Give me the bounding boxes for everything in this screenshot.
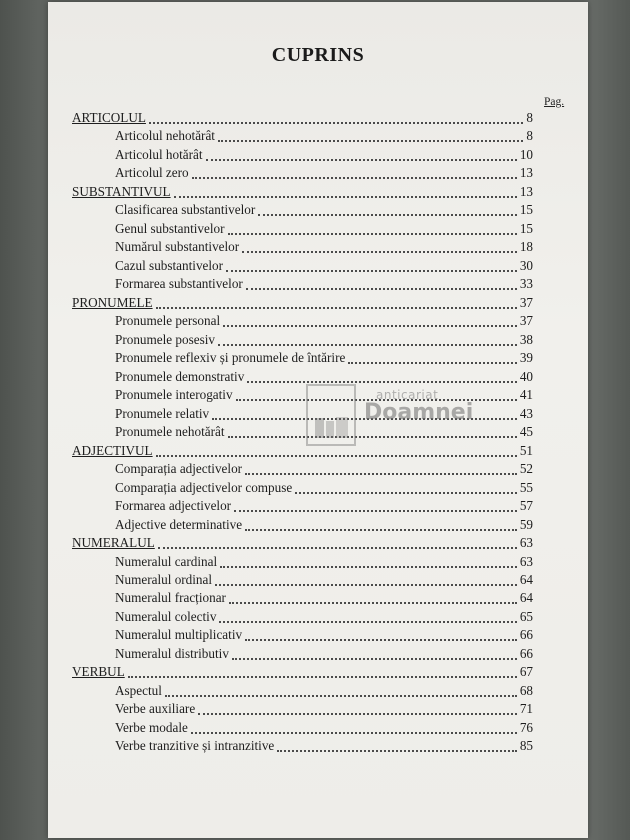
toc-leader-dots xyxy=(223,325,517,327)
toc-leader-dots xyxy=(246,288,517,290)
toc-page-number: 68 xyxy=(519,682,533,698)
toc-page-number: 45 xyxy=(519,424,533,440)
toc-entry-title: Formarea substantivelor xyxy=(115,276,243,292)
toc-leader-dots xyxy=(258,214,517,216)
toc-leader-dots xyxy=(215,584,517,586)
toc-subentry xyxy=(115,701,533,719)
toc-entry-title: Formarea adjectivelor xyxy=(115,498,232,514)
toc-section-entry xyxy=(72,443,533,461)
toc-subentry xyxy=(115,165,533,183)
toc-page-number: 64 xyxy=(519,590,533,606)
toc-page-number: 30 xyxy=(519,257,533,273)
toc-entry-title: ARTICOLUL xyxy=(72,110,146,125)
watermark-frame xyxy=(306,384,356,446)
toc-entry-title: Comparația adjectivelor xyxy=(115,461,243,477)
toc-section-entry xyxy=(72,664,533,682)
toc-leader-dots xyxy=(234,510,517,512)
toc-page-number: 51 xyxy=(519,442,533,458)
toc-page-number: 38 xyxy=(519,331,533,347)
toc-leader-dots xyxy=(232,658,517,660)
toc-leader-dots xyxy=(156,455,517,457)
toc-page-number: 13 xyxy=(519,183,533,199)
toc-page-number: 85 xyxy=(519,738,533,754)
toc-page-number: 15 xyxy=(519,220,533,236)
toc-page-number: 57 xyxy=(519,498,533,514)
toc-leader-dots xyxy=(228,233,517,235)
toc-entry-title: Verbe tranzitive și intranzitive xyxy=(115,738,275,754)
toc-leader-dots xyxy=(192,177,517,179)
toc-subentry xyxy=(115,720,533,738)
toc-page-number: 66 xyxy=(519,645,533,661)
toc-page-number: 40 xyxy=(519,368,533,384)
toc-page-number: 55 xyxy=(519,479,533,495)
toc-subentry xyxy=(115,313,533,331)
toc-section-entry xyxy=(72,535,533,553)
toc-entry-title: ADJECTIVUL xyxy=(72,442,153,458)
watermark-small-text: anticariat xyxy=(376,388,439,402)
toc-entry-title: Pronumele demonstrativ xyxy=(115,368,245,384)
toc-entry-title: PRONUMELE xyxy=(72,294,153,310)
toc-entry-title: Pronumele nehotărât xyxy=(115,424,225,440)
toc-page-number: 65 xyxy=(519,608,533,624)
toc-entry-title: Verbe auxiliare xyxy=(115,701,196,717)
toc-leader-dots xyxy=(220,566,517,568)
toc-page-number: 18 xyxy=(519,239,533,255)
toc-entry-title: VERBUL xyxy=(72,664,125,680)
toc-entry-title: Pronumele reflexiv și pronumele de întărire xyxy=(115,350,346,366)
toc-subentry xyxy=(115,590,533,608)
toc-leader-dots xyxy=(206,159,517,161)
toc-leader-dots xyxy=(226,270,517,272)
toc-page-number: 76 xyxy=(519,719,533,735)
toc-subentry xyxy=(115,480,533,498)
toc-leader-dots xyxy=(219,621,516,623)
toc-entry-title: Verbe modale xyxy=(115,719,188,735)
toc-entry-title: Articolul zero xyxy=(115,165,189,181)
toc-entry-title: Numeralul multiplicativ xyxy=(115,627,243,643)
toc-leader-dots xyxy=(191,732,517,734)
toc-subentry xyxy=(115,609,533,627)
toc-page-number: 64 xyxy=(519,572,533,587)
toc-entry-title: Articolul nehotărât xyxy=(115,128,215,144)
toc-entry-title: Numeralul cardinal xyxy=(115,553,218,569)
toc-leader-dots xyxy=(156,307,517,309)
watermark-big-text: Doamnei xyxy=(364,400,474,425)
toc-page-number: 37 xyxy=(519,294,533,310)
toc-leader-dots xyxy=(158,547,517,549)
toc-subentry xyxy=(115,239,533,257)
toc-page-number: 39 xyxy=(519,350,533,366)
toc-section-entry xyxy=(72,110,533,128)
toc-subentry xyxy=(115,350,533,368)
toc-entry-title: Clasificarea substantivelor xyxy=(115,202,256,218)
toc-leader-dots xyxy=(165,695,517,697)
toc-leader-dots xyxy=(277,750,517,752)
toc-section-entry xyxy=(72,295,533,313)
toc-leader-dots xyxy=(295,492,517,494)
toc-entry-title: Adjective determinative xyxy=(115,516,243,532)
toc-page-number: 63 xyxy=(519,553,533,569)
toc-page-number: 66 xyxy=(519,627,533,643)
toc-entry-title: Pronumele interogativ xyxy=(115,387,233,403)
toc-page-number: 63 xyxy=(519,535,533,551)
page-title: CUPRINS xyxy=(271,44,365,66)
toc-page-number: 15 xyxy=(519,202,533,218)
toc-leader-dots xyxy=(218,140,523,142)
toc-subentry xyxy=(115,498,533,516)
toc-subentry xyxy=(115,683,533,701)
toc-subentry xyxy=(115,276,533,294)
toc-leader-dots xyxy=(247,381,517,383)
toc-page-number: 37 xyxy=(519,313,533,329)
toc-subentry xyxy=(115,517,533,535)
toc-leader-dots xyxy=(229,602,517,604)
toc-leader-dots xyxy=(149,122,523,124)
toc-section-entry xyxy=(72,184,533,202)
toc-leader-dots xyxy=(245,529,517,531)
toc-entry-title: Pronumele relativ xyxy=(115,405,210,421)
toc-subentry xyxy=(115,554,533,572)
toc-leader-dots xyxy=(174,196,517,198)
toc-leader-dots xyxy=(198,713,517,715)
toc-entry-title: Pronumele personal xyxy=(115,313,221,329)
toc-leader-dots xyxy=(348,362,516,364)
toc-page-number: 71 xyxy=(519,701,533,717)
toc-subentry xyxy=(115,147,533,165)
book-page xyxy=(48,2,588,838)
toc-subentry xyxy=(115,128,533,146)
toc-entry-title: NUMERALUL xyxy=(72,535,155,551)
toc-page-number: 33 xyxy=(519,276,533,292)
books-icon xyxy=(314,416,350,440)
toc-leader-dots xyxy=(128,676,517,678)
toc-subentry xyxy=(115,646,533,664)
toc-page-number: 67 xyxy=(519,664,533,680)
toc-page-number: 52 xyxy=(519,461,533,477)
toc-subentry xyxy=(115,738,533,756)
toc-subentry xyxy=(115,332,533,350)
toc-page-number: 8 xyxy=(526,110,533,125)
toc-page-number: 10 xyxy=(519,146,533,162)
toc-entry-title: Numeralul distributiv xyxy=(115,645,229,661)
toc-entry-title: Numeralul fracționar xyxy=(115,590,226,606)
page-column-label: Pag. xyxy=(544,96,565,108)
toc-subentry xyxy=(115,221,533,239)
toc-entry-title: Aspectul xyxy=(115,682,162,698)
toc-entry-title: Genul substantivelor xyxy=(115,220,225,236)
toc-subentry xyxy=(115,258,533,276)
toc-entry-title: Pronumele posesiv xyxy=(115,331,215,347)
toc-entry-title: Numeralul ordinal xyxy=(115,572,213,587)
toc-entry-title: SUBSTANTIVUL xyxy=(72,183,171,199)
toc-entry-title: Cazul substantivelor xyxy=(115,257,224,273)
toc-entry-title: Numeralul colectiv xyxy=(115,608,217,624)
toc-leader-dots xyxy=(242,251,517,253)
toc-page-number: 59 xyxy=(519,516,533,532)
toc-subentry xyxy=(115,572,533,590)
toc-page-number: 41 xyxy=(519,387,533,403)
toc-subentry xyxy=(115,461,533,479)
watermark xyxy=(306,384,474,450)
toc-leader-dots xyxy=(245,473,517,475)
toc-page-number: 13 xyxy=(519,165,533,181)
toc-entry-title: Numărul substantivelor xyxy=(115,239,240,255)
toc-leader-dots xyxy=(218,344,517,346)
toc-subentry xyxy=(115,202,533,220)
toc-page-number: 43 xyxy=(519,405,533,421)
toc-entry-title: Comparația adjectivelor compuse xyxy=(115,479,293,495)
toc-page-number: 8 xyxy=(526,128,533,144)
toc-subentry xyxy=(115,627,533,645)
toc-leader-dots xyxy=(245,639,517,641)
toc-entry-title: Articolul hotărât xyxy=(115,146,203,162)
